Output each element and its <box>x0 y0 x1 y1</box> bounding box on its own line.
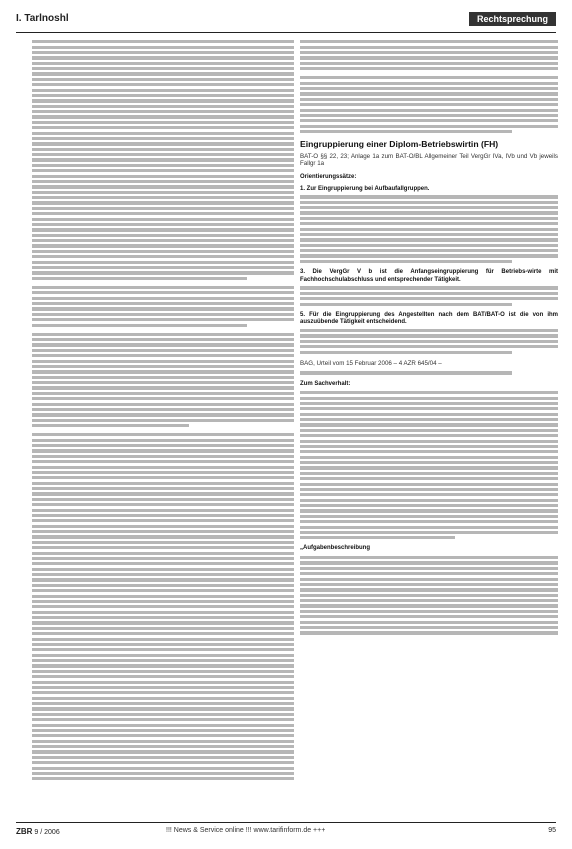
page-footer <box>16 822 556 839</box>
sachverhalt-text <box>300 391 558 539</box>
court-citation: BAG, Urteil vom 15 Februar 2006 – 4 AZR 645/04 – <box>300 359 442 367</box>
citation-text <box>300 371 558 374</box>
aufgaben-text <box>300 556 558 634</box>
orientation-text-6 <box>300 329 558 354</box>
orientation-label: Orientierungssätze: <box>300 173 357 180</box>
orientation-point-5: 5. Für die Eingruppierung des Angestellten nach dem BAT/BAT-O ist die von ihm auszuübende Tätigkeit entscheidend. <box>300 311 558 326</box>
page-number: 95 <box>548 827 556 834</box>
footer-issue <box>16 827 60 836</box>
footer-promo: !!! News & Service online !!! www.tarifinform.de +++ <box>166 827 326 834</box>
article-norms: BAT-O §§ 22, 23; Anlage 1a zum BAT-O/BL Allgemeiner Teil VergGr IVa, IVb und Vb jeweils Fallgr 1a <box>300 152 558 168</box>
left-column <box>32 38 294 808</box>
section-label: Rechtsprechung <box>469 12 556 26</box>
author-name: I. Tarlnoshl <box>16 13 69 24</box>
journal-mark: ZBR <box>16 827 33 836</box>
right-column <box>300 38 558 808</box>
aufgaben-label: „Aufgabenbeschreibung <box>300 545 371 552</box>
page-header <box>16 10 556 33</box>
orientation-text-4 <box>300 286 558 305</box>
orientation-text-2 <box>300 195 558 263</box>
orientation-point-1: 1. Zur Eingruppierung bei Aufbaufallgruppen. <box>300 185 430 192</box>
sachverhalt-label: Zum Sachverhalt: <box>300 380 351 387</box>
article-headline: Eingruppierung einer Diplom-Betriebswirtin (FH) <box>300 139 499 150</box>
issue-number: 9 / 2006 <box>34 829 60 836</box>
intro-text <box>300 40 558 133</box>
body-text <box>32 40 294 780</box>
orientation-point-3: 3. Die VergGr V b ist die Anfangseingruppierung für Betriebs-wirte mit Fachhochschulabschluss und entsprechender Tätigkeit. <box>300 269 558 283</box>
